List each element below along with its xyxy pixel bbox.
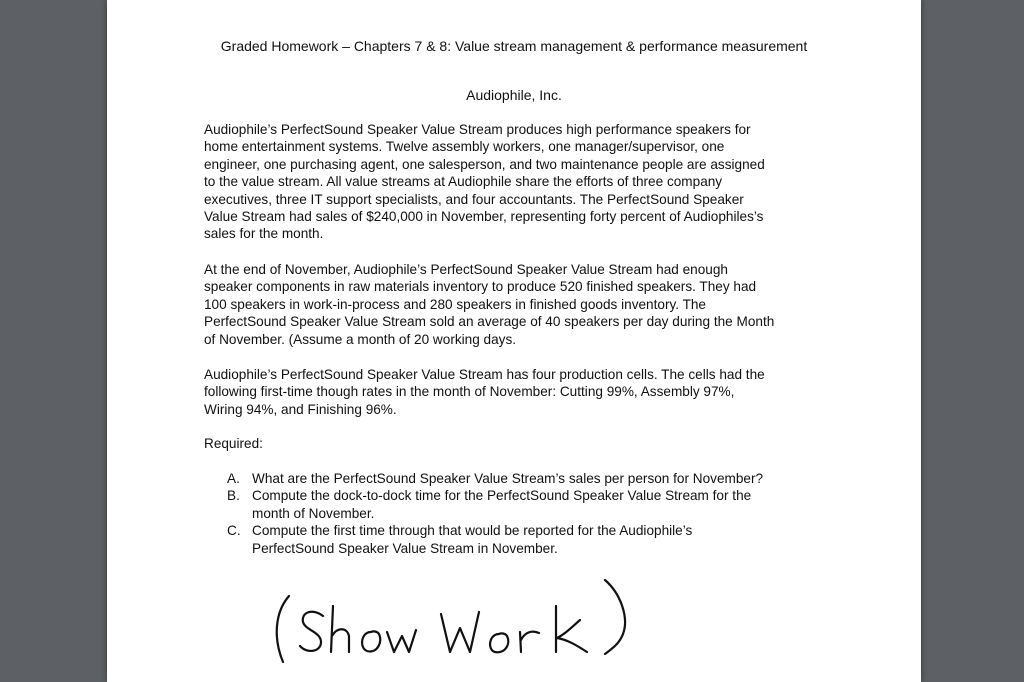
document-title: Graded Homework – Chapters 7 & 8: Value stream management & performance measurement xyxy=(220,38,808,54)
question-b xyxy=(227,487,827,522)
paragraph-production-cells: Audiophile’s PerfectSound Speaker Value Stream has four production cells. The cells had the following first-time though rates in the month of November: Cutting 99%, Assembly 97%, Wiring 94%, and Finishing 96%. xyxy=(204,367,765,417)
question-text: What are the PerfectSound Speaker Value Stream’s sales per person for November? xyxy=(252,471,764,486)
question-text: Compute the dock-to-dock time for the PerfectSound Speaker Value Stream for the month of November. xyxy=(252,488,752,521)
question-a xyxy=(227,470,827,487)
question-text: Compute the first time through that would be reported for the Audiophile’s PerfectSound Speaker Value Stream in November. xyxy=(252,523,693,556)
question-list xyxy=(227,470,827,557)
paragraph-value-stream: Audiophile’s PerfectSound Speaker Value Stream produces high performance speakers for home entertainment systems. Twelve assembly workers, one manager/supervisor, one engineer, one purchasing agent, one salesperson, and two maintenance people are assigned to the value stream. All value streams at Audiophile share the efforts of three company executives, three IT support specialists, and four accountants. The PerfectSound Speaker Value Stream had sales of $240,000 in November, representing forty percent of Audiophiles’s sales for the month. xyxy=(204,122,765,242)
question-letter: B. xyxy=(227,488,240,504)
handwritten-show-work-note xyxy=(267,572,647,672)
question-letter: C. xyxy=(227,523,241,539)
document-page xyxy=(107,0,921,682)
paragraph-inventory: At the end of November, Audiophile’s PerfectSound Speaker Value Stream had enough speaker components in raw materials inventory to produce 520 finished speakers. They had 100 speakers in work-in-process and 280 speakers in finished goods inventory. The PerfectSound Speaker Value Stream sold an average of 40 speakers per day during the Month of November. (Assume a month of 20 working days. xyxy=(204,262,775,347)
question-c xyxy=(227,522,827,557)
company-name: Audiophile, Inc. xyxy=(466,87,562,103)
required-label: Required: xyxy=(204,436,263,451)
question-letter: A. xyxy=(227,471,240,486)
